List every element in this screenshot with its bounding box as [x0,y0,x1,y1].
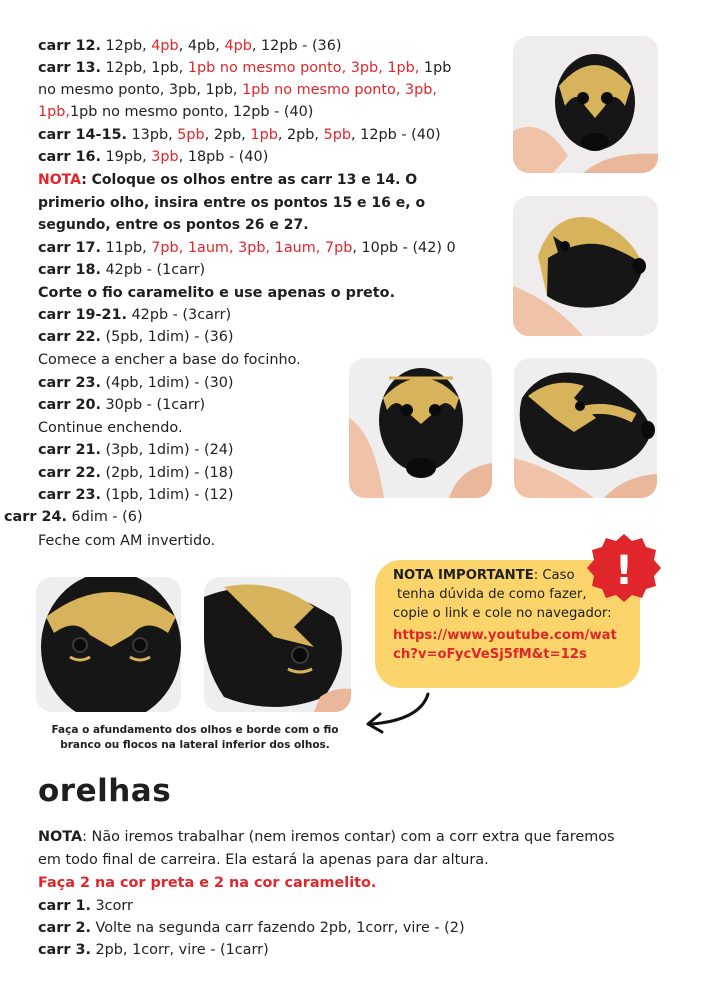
row-text: 12pb, [100,38,152,54]
row-text: 2pb, 1corr, vire - (1carr) [90,942,269,958]
row-text: no mesmo ponto, 3pb, 1pb, [38,82,243,98]
row-text: 1pb [419,60,452,76]
row-carr-13 [38,59,451,78]
row-carr-12 [38,37,342,56]
row-label: carr 23. [38,375,101,391]
row-label: carr 16. [38,149,101,165]
important-note-label: NOTA IMPORTANTE [393,568,534,583]
instruction-text: Feche com AM invertido. [38,533,216,549]
row-carr-20 [38,396,205,415]
row-text: (3pb, 1dim) - (24) [100,442,234,458]
row-carr-14-15 [38,126,441,145]
row-label: carr 20. [38,397,101,413]
row-text: , 2pb, [277,127,324,143]
row-label: carr 23. [38,487,101,503]
ears-row-3 [38,941,269,960]
row-carr-23 [38,374,234,393]
row-text-red: 1pb no mesmo ponto, 3pb, 1pb, [187,60,420,76]
row-label: carr 17. [38,240,101,256]
important-note-line [393,567,575,586]
row-text-red: 4pb [224,38,252,54]
row-label: carr 22. [38,329,101,345]
alert-badge-icon [586,532,662,608]
row-carr-22 [38,328,234,347]
photo-snout-side-1 [513,196,658,336]
row-text: 13pb, [126,127,178,143]
alert-badge-glyph: ! [614,548,634,594]
instruction-text: Corte o fio caramelito e use apenas o preto. [38,285,396,301]
instruction-text: Comece a encher a base do focinho. [38,352,301,368]
cut-yarn-instruction [38,284,395,303]
row-label: carr 13. [38,60,101,76]
row-label: carr 14-15. [38,127,127,143]
row-carr-18 [38,261,205,280]
ears-row-2 [38,919,465,938]
row-text: (2pb, 1dim) - (18) [100,465,234,481]
snout-side-illustration [514,358,657,498]
row-label: carr 21. [38,442,101,458]
row-text: , 4pb, [178,38,225,54]
row-text: , 10pb - (42) 0 [352,240,456,256]
row-label: carr 2. [38,920,91,936]
row-text: 30pb - (1carr) [100,397,206,413]
row-text: Volte na segunda carr fazendo 2pb, 1corr, vire - (2) [90,920,465,936]
row-carr-21 [38,441,234,460]
caption-line: Faça o afundamento dos olhos e borde com o fio [51,724,339,736]
row-text: , 12pb - (36) [251,38,342,54]
row-text: 19pb, [100,149,152,165]
close-instruction [38,532,215,551]
photo-snout-front-1 [513,36,658,173]
eye-note [38,171,417,190]
row-text: 42pb - (3carr) [126,307,232,323]
eye-note-cont [38,194,425,213]
row-text: 1pb no mesmo ponto, 12pb - (40) [70,104,314,120]
row-text-red: 1pb, [38,104,70,120]
snout-front-illustration [513,36,658,173]
row-carr-24 [4,508,143,527]
row-carr-23 [38,486,234,505]
row-text: 42pb - (1carr) [100,262,206,278]
snout-front-illustration [349,358,492,498]
row-text-red: 1pb [250,127,278,143]
row-carr-13-cont [38,103,313,122]
important-note-line: tenha dúvida de como fazer, [397,587,587,602]
row-text: 3corr [90,898,133,914]
row-label: carr 24. [4,509,67,525]
row-carr-19-21 [38,306,231,325]
nota-label: NOTA [38,829,83,845]
row-text-red: 4pb [151,38,179,54]
photo-snout-side-2 [514,358,657,498]
row-text: 11pb, [100,240,152,256]
eyes-closeup-illustration [36,577,181,712]
eyes-closeup-illustration [204,577,351,712]
important-note-text: : Caso [533,568,575,583]
arrow-icon [360,690,440,740]
stuffing-instruction [38,351,301,370]
photo-eyes-closeup-2 [204,577,351,712]
nota-text: primerio olho, insira entre os pontos 15 e 16 e, o [38,195,426,211]
nota-label: NOTA [38,172,82,188]
important-note-line: copie o link e cole no navegador: [393,606,612,621]
row-carr-22 [38,464,234,483]
row-carr-17 [38,239,456,258]
nota-text: : Coloque os olhos entre as carr 13 e 14. O [81,172,418,188]
color-instruction: Faça 2 na cor preta e 2 na cor caramelito. [38,875,377,891]
ears-note-cont: em todo final de carreira. Ela estará la apenas para dar altura. [38,852,489,868]
row-label: carr 18. [38,262,101,278]
row-carr-16 [38,148,268,167]
row-label: carr 1. [38,898,91,914]
youtube-link[interactable]: ch?v=oFycVeSj5fM&t=12s [393,647,587,662]
section-heading: orelhas [38,773,172,809]
row-text: 12pb, 1pb, [100,60,188,76]
nota-text: segundo, entre os pontos 26 e 27. [38,217,309,233]
row-text: , 12pb - (40) [351,127,441,143]
row-text-red: 5pb [323,127,352,143]
ears-row-1 [38,897,133,916]
caption-line: branco ou flocos na lateral inferior dos olhos. [60,739,330,751]
row-text-red: 5pb [177,127,205,143]
row-text: (4pb, 1dim) - (30) [100,375,234,391]
instruction-text: Continue enchendo. [38,420,183,436]
youtube-link[interactable]: https://www.youtube.com/wat [393,628,617,643]
row-label: carr 19-21. [38,307,127,323]
row-text-red: 1pb no mesmo ponto, 3pb, [242,82,437,98]
row-text-red: 7pb, 1aum, 3pb, 1aum, 7pb [151,240,353,256]
row-label: carr 22. [38,465,101,481]
row-text: (1pb, 1dim) - (12) [100,487,234,503]
row-label: carr 3. [38,942,91,958]
photo-caption [30,723,360,753]
row-text: , 18pb - (40) [178,149,269,165]
row-text-red: 3pb [151,149,179,165]
ears-note [38,828,615,847]
row-text: , 2pb, [204,127,251,143]
photo-snout-front-2 [349,358,492,498]
snout-side-illustration [513,196,658,336]
row-carr-13-cont [38,81,437,100]
eye-note-cont [38,216,309,235]
nota-text: : Não iremos trabalhar (nem iremos contar) com a corr extra que faremos [82,829,615,845]
continue-instruction [38,419,183,438]
row-label: carr 12. [38,38,101,54]
photo-eyes-closeup-1 [36,577,181,712]
row-text: 6dim - (6) [66,509,143,525]
row-text: (5pb, 1dim) - (36) [100,329,234,345]
